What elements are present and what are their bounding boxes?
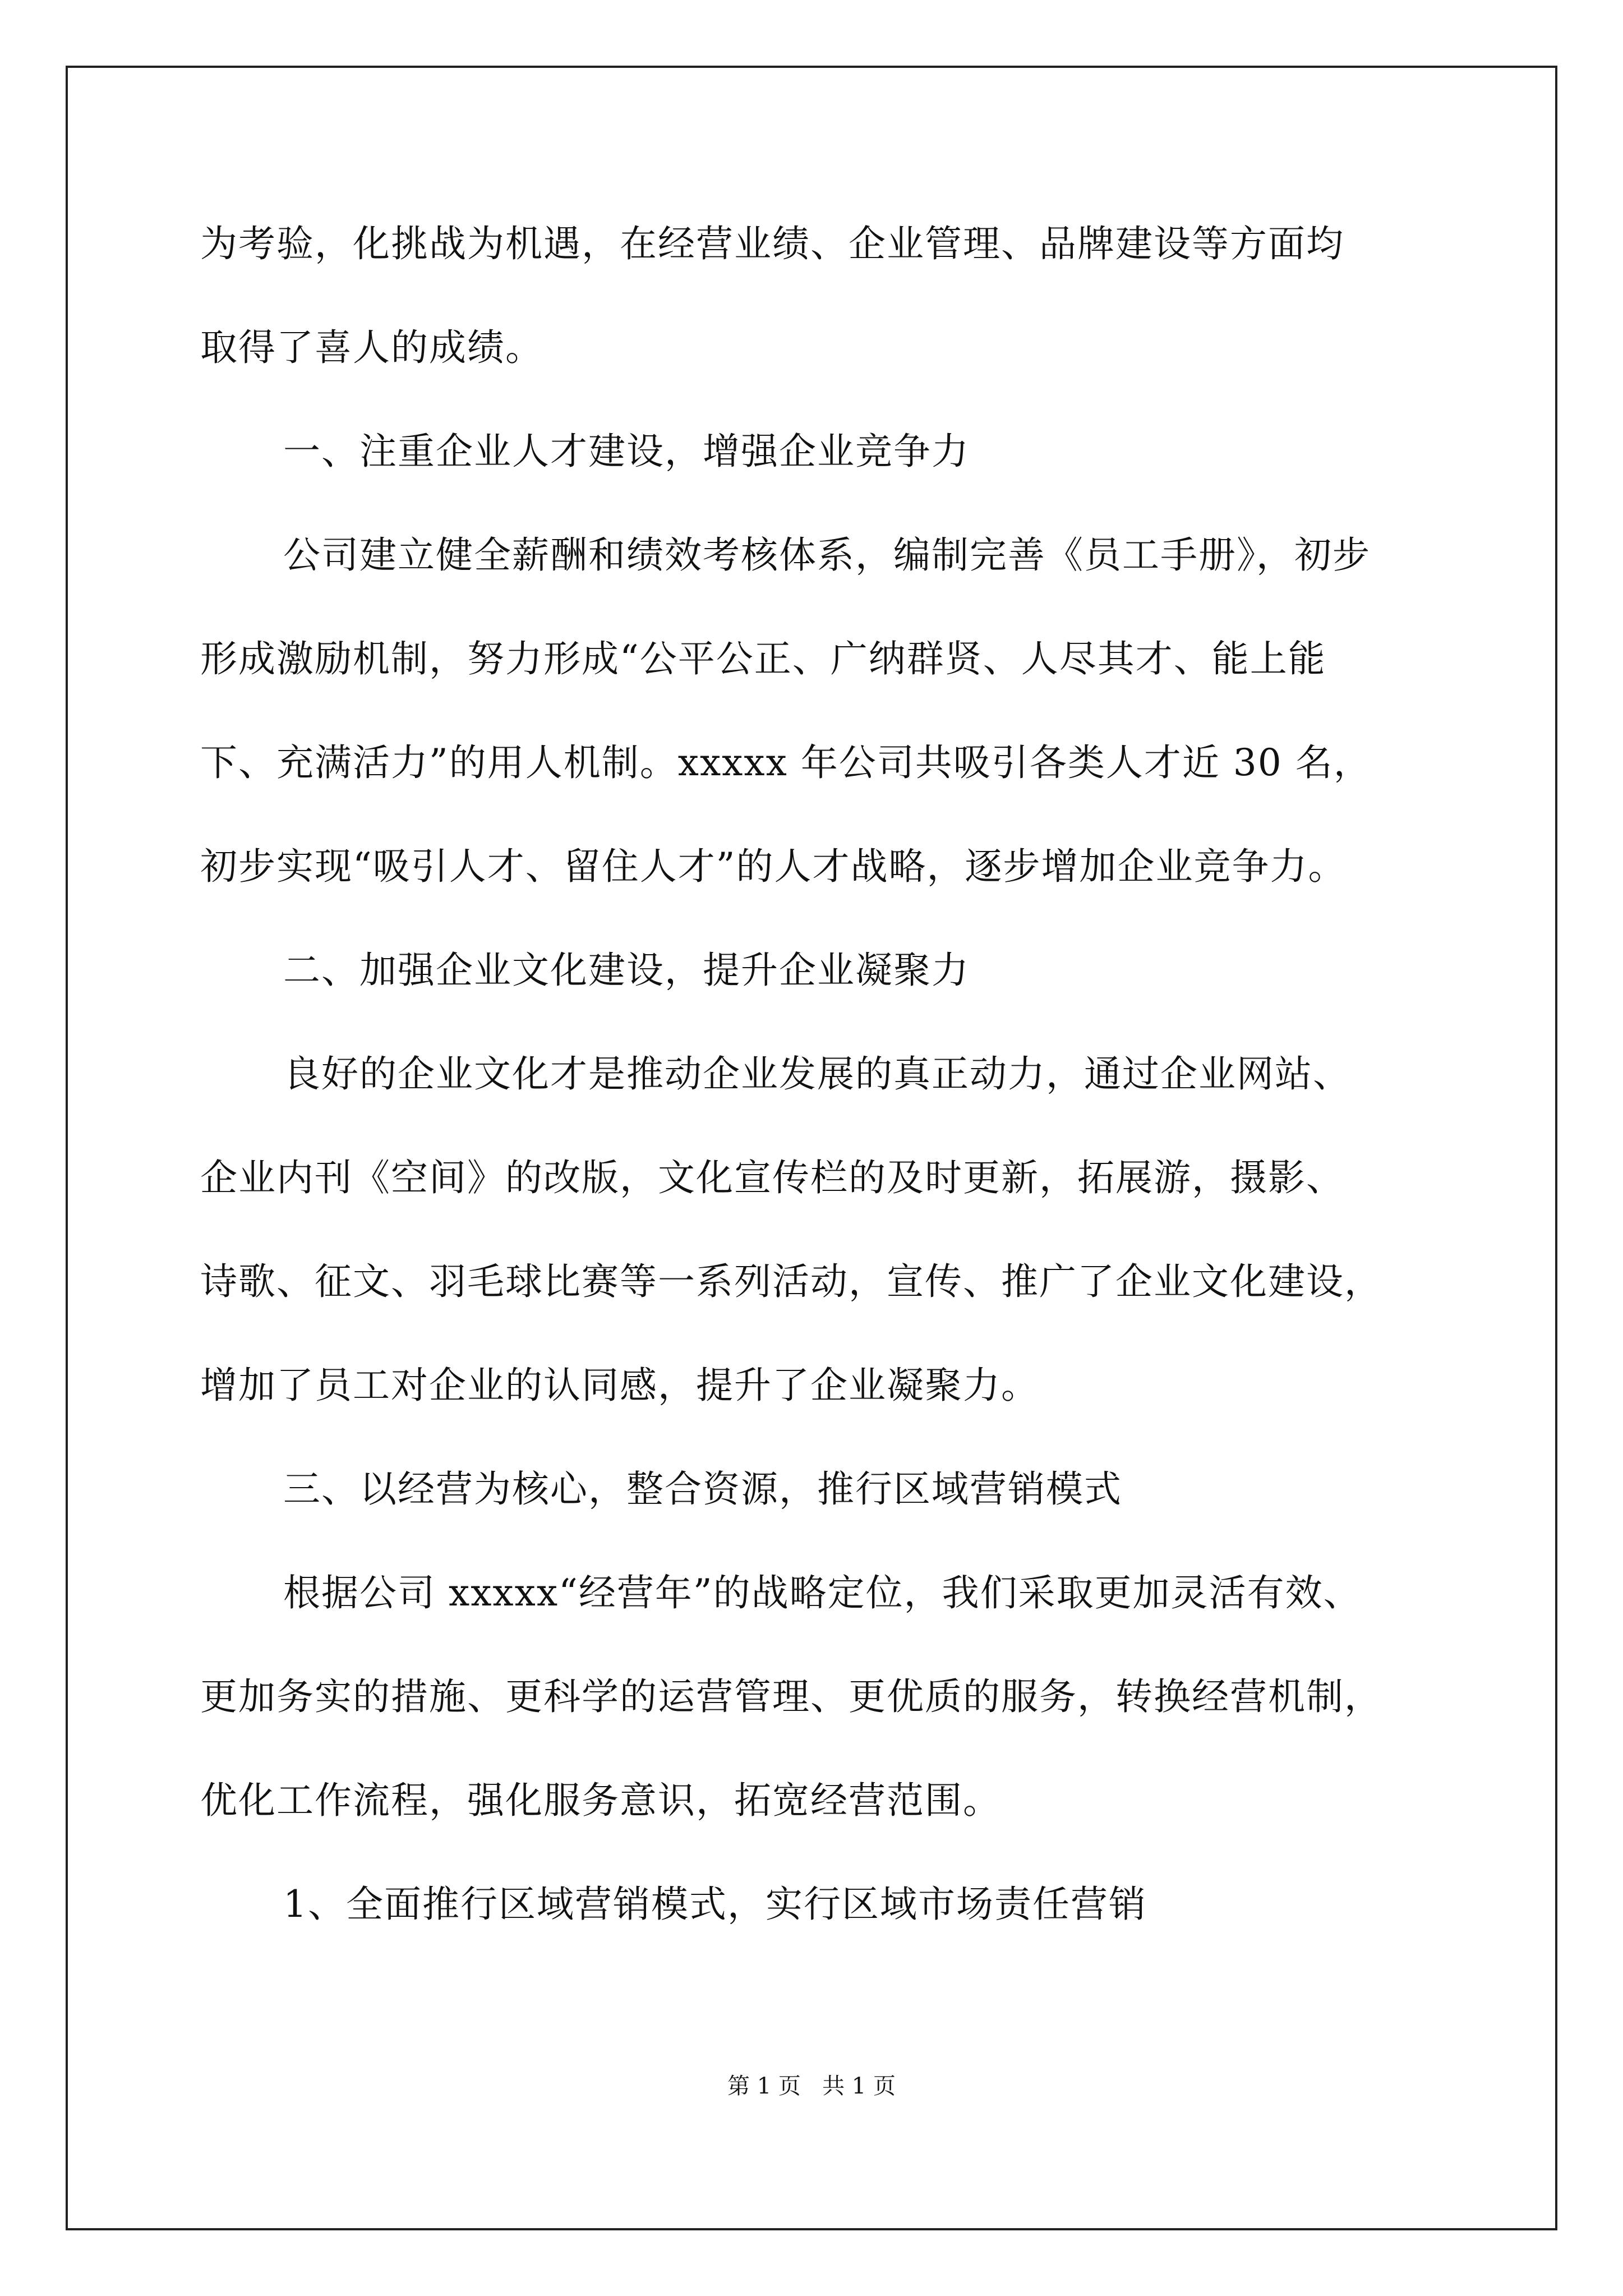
text-line: 下、充满活力”的用人机制。xxxxx 年公司共吸引各类人才近 30 名， (200, 741, 1372, 784)
text-line: 企业内刊《空间》的改版，文化宣传栏的及时更新，拓展游，摄影、 (200, 1156, 1344, 1199)
text-line: 增加了员工对企业的认同感，提升了企业凝聚力。 (200, 1364, 1039, 1407)
text-line: 更加务实的措施、更科学的运营管理、更优质的服务，转换经营机制， (200, 1675, 1382, 1718)
text-line: 优化工作流程，强化服务意识，拓宽经营范围。 (200, 1779, 1001, 1822)
section-heading: 一、注重企业人才建设，增强企业竞争力 (283, 430, 970, 473)
text-line: 取得了喜人的成绩。 (200, 326, 543, 369)
section-heading: 二、加强企业文化建设，提升企业凝聚力 (283, 949, 970, 992)
text-line: 公司建立健全薪酬和绩效考核体系，编制完善《员工手册》，初步 (283, 533, 1371, 577)
section-heading: 1、全面推行区域营销模式，实行区域市场责任营销 (283, 1883, 1147, 1926)
text-line: 形成激励机制，努力形成“公平公正、广纳群贤、人尽其才、能上能 (200, 637, 1326, 680)
text-line: 为考验，化挑战为机遇，在经营业绩、企业管理、品牌建设等方面均 (200, 222, 1344, 265)
text-line: 初步实现“吸引人才、留住人才”的人才战略，逐步增加企业竞争力。 (200, 845, 1347, 888)
page-number-footer: 第 1 页 共 1 页 (727, 2073, 896, 2099)
text-line: 诗歌、征文、羽毛球比赛等一系列活动，宣传、推广了企业文化建设， (200, 1260, 1382, 1303)
section-heading: 三、以经营为核心，整合资源，推行区域营销模式 (283, 1467, 1122, 1511)
text-line: 根据公司 xxxxx“经营年”的战略定位，我们采取更加灵活有效、 (283, 1571, 1362, 1614)
text-line: 良好的企业文化才是推动企业发展的真正动力，通过企业网站、 (283, 1052, 1351, 1096)
